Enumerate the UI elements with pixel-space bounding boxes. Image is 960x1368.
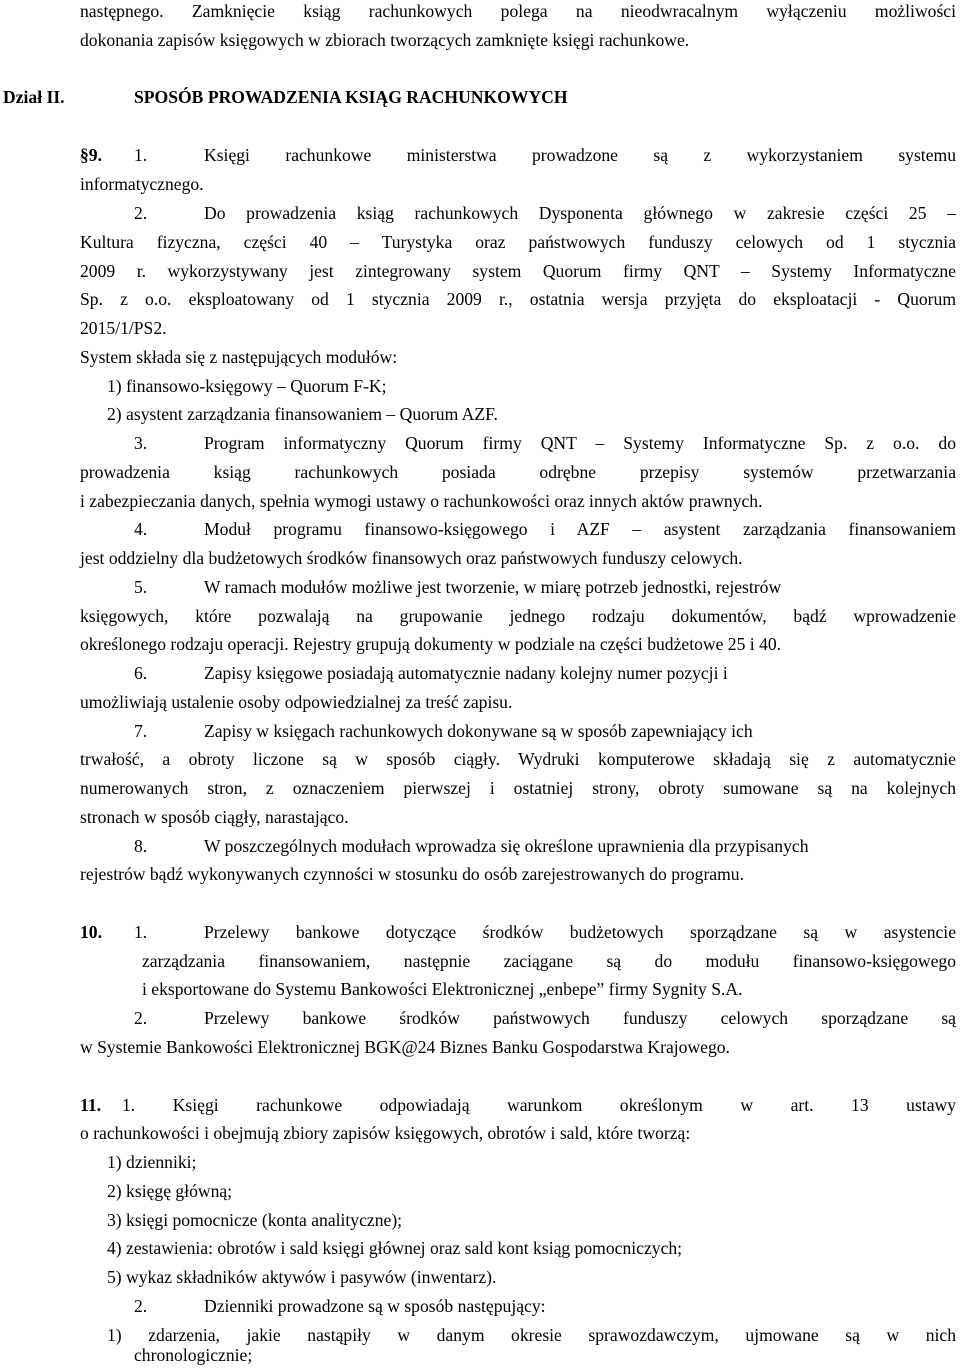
paragraph-line: 2009 r. wykorzystywany jest zintegrowany system Quorum firmy QNT – Systemy Informatyczne bbox=[80, 261, 956, 281]
paragraph-line: 2015/1/PS2. bbox=[80, 318, 167, 338]
list-item: 3) księgi pomocnicze (konta analityczne); bbox=[107, 1210, 403, 1230]
list-item: 4) zestawienia: obrotów i sald księgi głównej oraz sald kont ksiąg pomocniczych; bbox=[107, 1238, 683, 1258]
section-label: Dział II. bbox=[3, 87, 65, 107]
list-item: 1) finansowo-księgowy – Quorum F-K; bbox=[107, 376, 387, 396]
item-number: 2. bbox=[134, 1296, 148, 1316]
paragraph-line: Księgi rachunkowe ministerstwa prowadzone są z wykorzystaniem systemu bbox=[204, 145, 956, 165]
item-number: 2. bbox=[134, 1008, 148, 1028]
paragraph-number: §9. bbox=[80, 145, 102, 165]
item-number: 4. bbox=[134, 519, 148, 539]
item-number: 7. bbox=[134, 721, 148, 741]
paragraph-line: Sp. z o.o. eksploatowany od 1 stycznia 2009 r., ostatnia wersja przyjęta do eksploatacji - Quorum bbox=[80, 289, 956, 309]
paragraph-line: W ramach modułów możliwe jest tworzenie, w miarę potrzeb jednostki, rejestrów bbox=[204, 577, 782, 597]
item-number: 2. bbox=[134, 203, 148, 223]
paragraph-line: System składa się z następujących modułów: bbox=[80, 347, 398, 367]
paragraph-line: trwałość, a obroty liczone są w sposób ciągły. Wydruki komputerowe składają się z automatycznie bbox=[80, 749, 956, 769]
paragraph-line: umożliwiają ustalenie osoby odpowiedzialnej za treść zapisu. bbox=[80, 692, 513, 712]
paragraph-line: w Systemie Bankowości Elektronicznej BGK@24 Biznes Banku Gospodarstwa Krajowego. bbox=[80, 1037, 730, 1057]
list-item: 2) asystent zarządzania finansowaniem – Quorum AZF. bbox=[107, 404, 498, 424]
paragraph-line: 1. Księgi rachunkowe odpowiadają warunkom określonym w art. 13 ustawy bbox=[122, 1095, 956, 1115]
paragraph-line: określonego rodzaju operacji. Rejestry grupują dokumenty w podziale na części budżetowe 25 i 40. bbox=[80, 634, 782, 654]
item-number: 1. bbox=[134, 922, 148, 942]
paragraph-line: prowadzenia ksiąg rachunkowych posiada odrębne przepisy systemów przetwarzania bbox=[80, 462, 956, 482]
paragraph-line: numerowanych stron, z oznaczeniem pierwszej i ostatniej strony, obroty sumowane są na kolejnych bbox=[80, 778, 956, 798]
paragraph-line: i eksportowane do Systemu Bankowości Elektronicznej „enbepe” firmy Sygnity S.A. bbox=[142, 979, 743, 999]
list-item: 2) księgę główną; bbox=[107, 1181, 233, 1201]
section-title: SPOSÓB PROWADZENIA KSIĄG RACHUNKOWYCH bbox=[134, 87, 568, 107]
paragraph-line: o rachunkowości i obejmują zbiory zapisów księgowych, obrotów i sald, które tworzą: bbox=[80, 1123, 691, 1143]
paragraph-line: W poszczególnych modułach wprowadza się określone uprawnienia dla przypisanych bbox=[204, 836, 809, 856]
paragraph-line: Zapisy w księgach rachunkowych dokonywane są w sposób zapewniający ich bbox=[204, 721, 753, 741]
list-item-continuation: chronologicznie; bbox=[134, 1345, 253, 1365]
paragraph-line: Zapisy księgowe posiadają automatycznie nadany kolejny numer pozycji i bbox=[204, 663, 728, 683]
item-number: 5. bbox=[134, 577, 148, 597]
list-item: 5) wykaz składników aktywów i pasywów (inwentarz). bbox=[107, 1267, 497, 1287]
paragraph-line: Dzienniki prowadzone są w sposób następujący: bbox=[204, 1296, 546, 1316]
paragraph-line: informatycznego. bbox=[80, 174, 204, 194]
paragraph-line: następnego. Zamknięcie ksiąg rachunkowych polega na nieodwracalnym wyłączeniu możliwości bbox=[80, 1, 956, 21]
item-number: 8. bbox=[134, 836, 148, 856]
paragraph-line: księgowych, które pozwalają na grupowanie jednego rodzaju dokumentów, bądź wprowadzenie bbox=[80, 606, 956, 626]
paragraph-line: Przelewy bankowe środków państwowych funduszy celowych sporządzane są bbox=[204, 1008, 956, 1028]
item-number: 1. bbox=[134, 145, 148, 165]
paragraph-line: i zabezpieczania danych, spełnia wymogi ustawy o rachunkowości oraz innych aktów prawnych. bbox=[80, 491, 763, 511]
paragraph-line: Do prowadzenia ksiąg rachunkowych Dysponenta głównego w zakresie części 25 – bbox=[204, 203, 956, 223]
paragraph-line: Kultura fizyczna, części 40 – Turystyka oraz państwowych funduszy celowych od 1 stycznia bbox=[80, 232, 956, 252]
paragraph-line: jest oddzielny dla budżetowych środków finansowych oraz państwowych funduszy celowych. bbox=[80, 548, 743, 568]
item-number: 3. bbox=[134, 433, 148, 453]
paragraph-line: stronach w sposób ciągły, narastająco. bbox=[80, 807, 349, 827]
paragraph-line: Program informatyczny Quorum firmy QNT – Systemy Informatyczne Sp. z o.o. do bbox=[204, 433, 956, 453]
paragraph-line: Przelewy bankowe dotyczące środków budżetowych sporządzane są w asystencie bbox=[204, 922, 956, 942]
paragraph-line: rejestrów bądź wykonywanych czynności w stosunku do osób zarejestrowanych do programu. bbox=[80, 864, 744, 884]
list-item: 1) dzienniki; bbox=[107, 1152, 197, 1172]
paragraph-line: Moduł programu finansowo-księgowego i AZF – asystent zarządzania finansowaniem bbox=[204, 519, 956, 539]
paragraph-number: 10. bbox=[80, 922, 102, 942]
paragraph-line: dokonania zapisów księgowych w zbiorach tworzących zamknięte księgi rachunkowe. bbox=[80, 30, 690, 50]
paragraph-line: zarządzania finansowaniem, następnie zaciągane są do modułu finansowo-księgowego bbox=[142, 951, 956, 971]
item-number: 6. bbox=[134, 663, 148, 683]
list-item: 1) zdarzenia, jakie nastąpiły w danym okresie sprawozdawczym, ujmowane są w nich bbox=[107, 1325, 956, 1345]
paragraph-number: 11. bbox=[80, 1095, 102, 1115]
